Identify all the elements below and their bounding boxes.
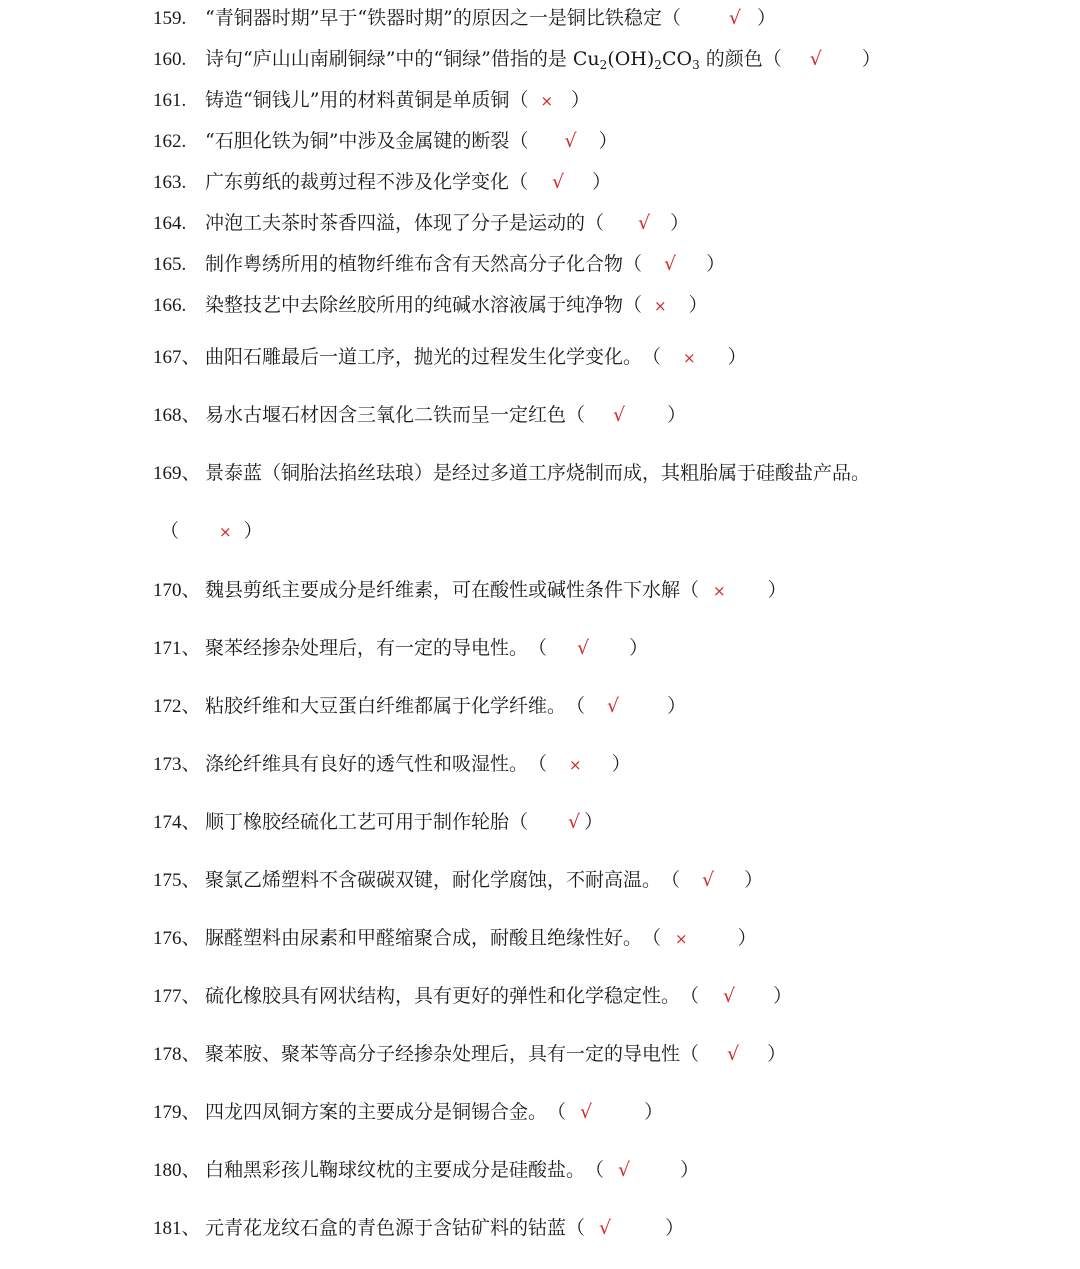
- question-line: [153, 345, 747, 369]
- paren-close: ）: [667, 404, 687, 426]
- cross-mark-icon: ×: [683, 349, 696, 367]
- question-line: [153, 868, 763, 892]
- check-mark-icon: √: [723, 985, 736, 1007]
- question-line: [153, 1216, 684, 1240]
- question-text: 易水古堰石材因含三氧化二铁而呈一定红色: [205, 404, 567, 426]
- paren-close: ）: [706, 253, 726, 275]
- question-line: [153, 293, 708, 317]
- question-line: [160, 519, 263, 543]
- question-text: 染整技艺中去除丝胶所用的纯碱水溶液属于纯净物: [205, 294, 624, 316]
- check-mark-icon: √: [664, 253, 677, 275]
- paren-close: ）: [744, 869, 764, 891]
- question-text: (OH): [607, 48, 655, 70]
- question-line: [153, 636, 648, 660]
- paren-open: （: [509, 171, 529, 193]
- question-text: 制作粤绣所用的植物纤维布含有天然高分子化合物: [205, 253, 624, 275]
- question-number: 173、: [153, 754, 201, 775]
- check-mark-icon: √: [727, 1043, 740, 1065]
- paren-close: ）: [688, 294, 708, 316]
- question-line: [153, 1100, 663, 1124]
- check-mark-icon: √: [809, 48, 822, 70]
- paren-open: （: [566, 695, 586, 717]
- question-text: 冲泡工夫茶时茶香四溢，体现了分子是运动的: [205, 212, 586, 234]
- question-text: 顺丁橡胶经硫化工艺可用于制作轮胎: [205, 811, 510, 833]
- question-text: 广东剪纸的裁剪过程不涉及化学变化: [205, 171, 510, 193]
- cross-mark-icon: ×: [713, 582, 726, 600]
- paren-close: ）: [670, 212, 690, 234]
- question-number: 159.: [153, 8, 187, 29]
- question-text: 铸造“铜钱儿”用的材料黄铜是单质铜: [205, 89, 510, 111]
- question-text: 元青花龙纹石盒的青色源于含钴矿料的钴蓝: [205, 1217, 567, 1239]
- question-number: 172、: [153, 696, 201, 717]
- question-number: 177、: [153, 986, 201, 1007]
- question-text: 诗句“庐山山南刷铜绿”中的“铜绿”借指的是 Cu: [205, 48, 600, 70]
- paren-open: （: [509, 130, 529, 152]
- paren-open: （: [661, 869, 681, 891]
- question-text: “石胆化铁为铜”中涉及金属键的断裂: [205, 130, 510, 152]
- paren-close: ）: [767, 579, 787, 601]
- paren-open: （: [642, 346, 662, 368]
- question-text: “青铜器时期”早于“铁器时期”的原因之一是铜比铁稳定: [205, 7, 662, 29]
- cross-mark-icon: ×: [654, 297, 667, 315]
- question-number: 171、: [153, 638, 201, 659]
- paren-close: ）: [861, 48, 881, 70]
- question-text: 聚苯胺、聚苯等高分子经掺杂处理后，具有一定的导电性: [205, 1043, 681, 1065]
- question-line: [153, 461, 870, 485]
- paren-open: （: [528, 753, 548, 775]
- paren-close: ）: [592, 171, 612, 193]
- question-number: 168、: [153, 405, 201, 426]
- check-mark-icon: √: [552, 171, 565, 193]
- paren-close: ）: [756, 7, 776, 29]
- question-line: [153, 984, 792, 1008]
- question-number: 174、: [153, 812, 201, 833]
- question-line: [153, 88, 590, 112]
- paren-open: （: [585, 212, 605, 234]
- paren-open: （: [585, 1159, 605, 1181]
- question-line: [153, 403, 686, 427]
- question-line: [153, 170, 611, 194]
- paren-close: ）: [611, 753, 631, 775]
- question-number: 175、: [153, 870, 201, 891]
- paren-close: ）: [598, 130, 618, 152]
- paren-open: （: [566, 404, 586, 426]
- question-number: 163.: [153, 172, 187, 193]
- question-line: [153, 211, 689, 235]
- question-text: 粘胶纤维和大豆蛋白纤维都属于化学纤维。: [205, 695, 567, 717]
- check-mark-icon: √: [568, 811, 581, 833]
- paren-open: （: [160, 520, 180, 542]
- question-text: 涤纶纤维具有良好的透气性和吸湿性。: [205, 753, 529, 775]
- question-line: [153, 694, 686, 718]
- question-line: [153, 1042, 786, 1066]
- paren-close: ）: [665, 1217, 685, 1239]
- paren-open: （: [661, 7, 681, 29]
- paren-open: （: [642, 927, 662, 949]
- check-mark-icon: √: [702, 869, 715, 891]
- check-mark-icon: √: [618, 1159, 631, 1181]
- question-line: [153, 752, 631, 776]
- question-number: 176、: [153, 928, 201, 949]
- paren-close: ）: [243, 520, 263, 542]
- paren-close: ）: [727, 346, 747, 368]
- paren-open: （: [680, 1043, 700, 1065]
- check-mark-icon: √: [577, 637, 590, 659]
- question-number: 160.: [153, 49, 187, 70]
- question-number: 170、: [153, 580, 201, 601]
- paren-open: （: [547, 1101, 567, 1123]
- question-text: 白釉黑彩孩儿鞠球纹枕的主要成分是硅酸盐。: [205, 1159, 586, 1181]
- paren-open: （: [509, 89, 529, 111]
- question-number: 178、: [153, 1044, 201, 1065]
- question-number: 181、: [153, 1218, 201, 1239]
- paren-close: ）: [667, 695, 687, 717]
- cross-mark-icon: ×: [569, 756, 582, 774]
- check-mark-icon: √: [599, 1217, 612, 1239]
- question-number: 166.: [153, 295, 187, 316]
- paren-open: （: [566, 1217, 586, 1239]
- question-number: 180、: [153, 1160, 201, 1181]
- paren-open: （: [623, 294, 643, 316]
- question-text: 聚氯乙烯塑料不含碳碳双键，耐化学腐蚀，不耐高温。: [205, 869, 662, 891]
- question-number: 169、: [153, 463, 201, 484]
- cross-mark-icon: ×: [219, 523, 232, 541]
- check-mark-icon: √: [728, 7, 741, 29]
- paren-close: ）: [773, 985, 793, 1007]
- subscript: 3: [692, 58, 700, 72]
- paren-open: （: [680, 985, 700, 1007]
- question-text: 硫化橡胶具有网状结构，具有更好的弹性和化学稳定性。: [205, 985, 681, 1007]
- question-text: 魏县剪纸主要成分是纤维素，可在酸性或碱性条件下水解: [205, 579, 681, 601]
- paren-open: （: [528, 637, 548, 659]
- subscript: 2: [599, 58, 608, 72]
- paren-open: （: [680, 579, 700, 601]
- paren-close: ）: [680, 1159, 700, 1181]
- question-line: [153, 810, 603, 834]
- paren-close: ）: [571, 89, 591, 111]
- question-text: 四龙四凤铜方案的主要成分是铜锡合金。: [205, 1101, 548, 1123]
- paren-close: ）: [644, 1101, 664, 1123]
- cross-mark-icon: ×: [540, 92, 554, 110]
- paren-open: （: [623, 253, 643, 275]
- question-text: 脲醛塑料由尿素和甲醛缩聚合成，耐酸且绝缘性好。: [205, 927, 643, 949]
- subscript: 2: [654, 58, 662, 72]
- question-number: 179、: [153, 1102, 201, 1123]
- check-mark-icon: √: [638, 212, 651, 234]
- question-number: 162.: [153, 131, 187, 152]
- paren-close: ）: [629, 637, 649, 659]
- question-number: 161.: [153, 90, 187, 111]
- check-mark-icon: √: [607, 695, 620, 717]
- paren-close: ）: [584, 811, 604, 833]
- question-text: 的颜色: [699, 48, 763, 70]
- question-text: 曲阳石雕最后一道工序，抛光的过程发生化学变化。: [205, 346, 643, 368]
- paren-close: ）: [737, 927, 757, 949]
- question-number: 165.: [153, 254, 187, 275]
- check-mark-icon: √: [613, 404, 626, 426]
- question-line: [153, 1158, 699, 1182]
- check-mark-icon: √: [564, 130, 577, 152]
- paren-open: （: [762, 48, 782, 70]
- check-mark-icon: √: [580, 1101, 593, 1123]
- question-line: [153, 6, 776, 30]
- question-line: [153, 129, 618, 153]
- question-text: 景泰蓝（铜胎法掐丝珐琅）是经过多道工序烧制而成，其粗胎属于硅酸盐产品。: [205, 462, 871, 484]
- paren-close: ）: [767, 1043, 787, 1065]
- question-line: [153, 252, 725, 276]
- question-line: [153, 926, 757, 950]
- question-number: 164.: [153, 213, 187, 234]
- question-line: [153, 578, 787, 602]
- cross-mark-icon: ×: [675, 930, 688, 948]
- question-line: [153, 47, 881, 71]
- question-number: 167、: [153, 347, 201, 368]
- question-text: CO: [661, 48, 693, 70]
- paren-open: （: [509, 811, 529, 833]
- question-text: 聚苯经掺杂处理后，有一定的导电性。: [205, 637, 529, 659]
